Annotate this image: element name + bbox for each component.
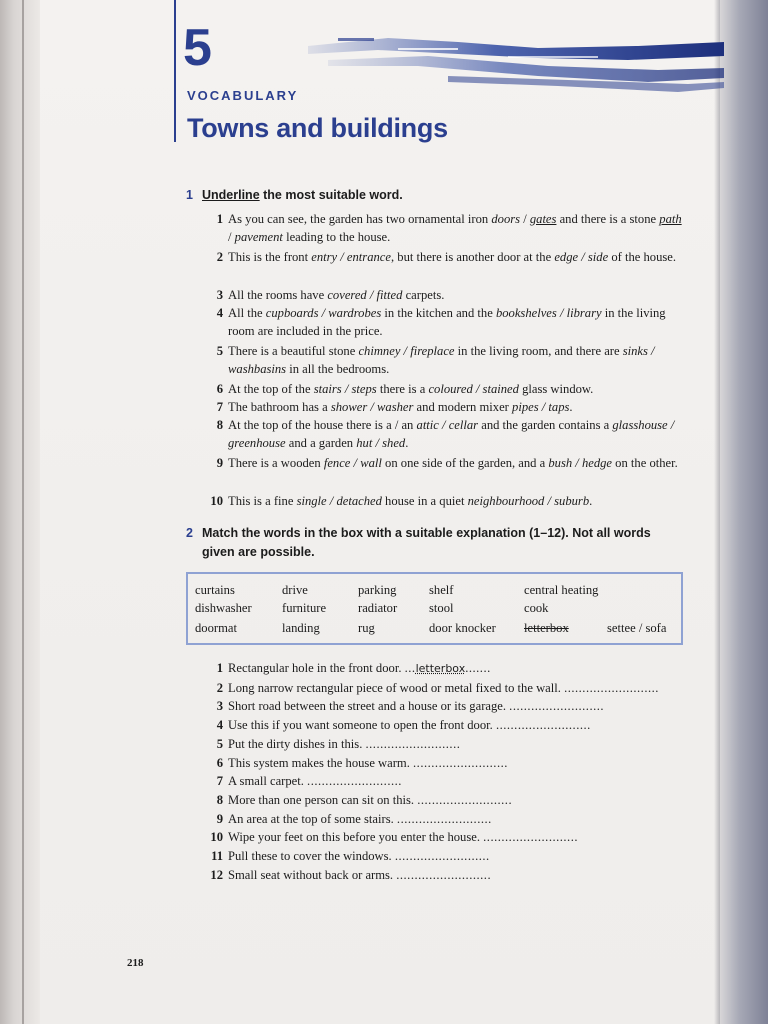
item-number: 12: [210, 868, 223, 882]
item-number: 4: [216, 718, 223, 732]
unit-number: 5: [183, 19, 212, 77]
item-number: 6: [216, 756, 223, 770]
item-number: 2: [216, 681, 223, 695]
box-word: central heating: [524, 583, 599, 597]
next-page-shadow: [720, 0, 768, 1024]
item-text: Long narrow rectangular piece of wood or metal fixed to the wall. ..........................: [228, 681, 659, 695]
exercise-1-item: [203, 398, 683, 416]
exercise-1-item: [203, 210, 683, 246]
exercise-1-heading: [186, 186, 403, 205]
exercise-2-item: [203, 659, 683, 678]
item-text: There is a beautiful stone chimney / fireplace in the living room, and there are sinks / washbasins in all the bedrooms.: [228, 344, 655, 376]
answer-blank[interactable]: ..........................: [564, 681, 659, 695]
section-label: VOCABULARY: [187, 88, 299, 103]
item-number: 6: [216, 382, 223, 396]
answer-blank[interactable]: ..........................: [365, 737, 461, 751]
item-text: Rectangular hole in the front door. ...letterbox.......: [228, 661, 491, 675]
exercise-2-item: [203, 735, 683, 753]
instruction-text: the most suitable word.: [259, 188, 403, 202]
exercise-number: 1: [186, 188, 193, 202]
box-word: letterbox: [524, 621, 569, 635]
item-text: Short road between the street and a house or its garage. ..........................: [228, 699, 605, 713]
exercise-2-heading: [186, 524, 651, 562]
answer-blank[interactable]: ..........................: [396, 868, 492, 882]
answer-blank[interactable]: ..........................: [417, 793, 513, 807]
item-text: More than one person can sit on this. ..........................: [228, 793, 513, 807]
header-rule: [174, 0, 176, 142]
answer-blank[interactable]: ..........................: [307, 774, 402, 788]
exercise-2-item: [203, 697, 683, 715]
item-text: Pull these to cover the windows. ..........................: [228, 849, 490, 863]
instruction-text: Match the words in the box with a suitable explanation (1–12). Not all words: [202, 526, 651, 540]
exercise-number: 2: [186, 526, 193, 540]
item-text: All the cupboards / wardrobes in the kitchen and the bookshelves / library in the living room are included in the price.: [228, 306, 666, 338]
instruction-text-2: given are possible.: [202, 545, 315, 559]
exercise-2-item: [203, 866, 683, 884]
exercise-1-item: [203, 304, 683, 340]
item-text: A small carpet. ..........................: [228, 774, 402, 788]
item-text: At the top of the house there is a / an attic / cellar and the garden contains a glasshouse / greenhouse and a garden hut / shed.: [228, 418, 675, 450]
item-text: Put the dirty dishes in this. ..........................: [228, 737, 461, 751]
box-word: stool: [429, 601, 454, 615]
box-word: landing: [282, 621, 320, 635]
answer-blank[interactable]: ..........................: [483, 830, 578, 844]
page-title: Towns and buildings: [187, 113, 448, 143]
item-text: As you can see, the garden has two ornamental iron doors / gates and there is a stone path / pavement leading to the house.: [228, 212, 682, 244]
exercise-1-item: [203, 416, 683, 452]
box-word: door knocker: [429, 621, 496, 635]
item-number: 10: [210, 494, 223, 508]
exercise-2-item: [203, 847, 683, 865]
box-word: settee / sofa: [607, 621, 667, 635]
box-word: cook: [524, 601, 549, 615]
box-word: radiator: [358, 601, 398, 615]
exercise-2-item: [203, 754, 683, 772]
item-number: 4: [216, 306, 223, 320]
exercise-2-item: [203, 679, 683, 697]
box-word: shelf: [429, 583, 454, 597]
box-word: furniture: [282, 601, 327, 615]
item-text: Use this if you want someone to open the front door. ..........................: [228, 718, 591, 732]
item-text: The bathroom has a shower / washer and modern mixer pipes / taps.: [228, 400, 573, 414]
answer-blank[interactable]: ..........................: [509, 699, 605, 713]
page-number: 218: [127, 957, 144, 969]
box-word: doormat: [195, 621, 237, 635]
box-word: curtains: [195, 583, 235, 597]
item-text: This is the front entry / entrance, but there is another door at the edge / side of the house.: [228, 250, 677, 264]
item-text: An area at the top of some stairs. ..........................: [228, 812, 492, 826]
exercise-1-item: [203, 380, 683, 398]
item-number: 9: [216, 456, 223, 470]
item-number: 11: [211, 849, 223, 863]
exercise-2-item: [203, 716, 683, 734]
item-text: Wipe your feet on this before you enter the house. ..........................: [228, 830, 578, 844]
exercise-2-item: [203, 772, 683, 790]
instruction-verb: Underline: [202, 188, 260, 202]
item-number: 8: [216, 418, 223, 432]
item-number: 5: [216, 344, 223, 358]
exercise-1-item: [203, 248, 683, 266]
exercise-2-item: [203, 828, 683, 846]
item-number: 1: [216, 212, 223, 226]
exercise-1-item: [203, 454, 683, 472]
item-text: All the rooms have covered / fitted carpets.: [228, 288, 445, 302]
book-spine-edge: [0, 0, 40, 1024]
item-number: 9: [216, 812, 223, 826]
item-number: 8: [216, 793, 223, 807]
item-number: 10: [210, 830, 223, 844]
item-number: 1: [216, 661, 223, 675]
answer-blank[interactable]: ..........................: [413, 756, 508, 770]
item-number: 7: [216, 774, 223, 788]
item-text: At the top of the stairs / steps there is a coloured / stained glass window.: [228, 382, 594, 396]
box-word: parking: [358, 583, 397, 597]
box-word: dishwasher: [195, 601, 252, 615]
exercise-2-item: [203, 810, 683, 828]
exercise-2-item: [203, 791, 683, 809]
item-number: 7: [216, 400, 223, 414]
item-number: 5: [216, 737, 223, 751]
answer-blank[interactable]: letterbox: [415, 662, 466, 675]
item-number: 3: [216, 699, 223, 713]
exercise-1-item: [203, 492, 683, 510]
header-decoration: [308, 26, 724, 98]
exercise-1-item: [203, 342, 683, 378]
box-word: rug: [358, 621, 375, 635]
answer-blank[interactable]: ..........................: [495, 718, 591, 732]
item-number: 3: [216, 288, 223, 302]
item-text: Small seat without back or arms. ..........................: [228, 868, 492, 882]
item-text: There is a wooden fence / wall on one side of the garden, and a bush / hedge on the other.: [228, 456, 678, 470]
exercise-1-item: [203, 286, 683, 304]
item-text: This is a fine single / detached house in a quiet neighbourhood / suburb.: [228, 494, 593, 508]
box-word: drive: [282, 583, 308, 597]
answer-blank[interactable]: ..........................: [396, 812, 492, 826]
answer-blank[interactable]: ..........................: [394, 849, 490, 863]
item-text: This system makes the house warm. ..........................: [228, 756, 508, 770]
item-number: 2: [216, 250, 223, 264]
